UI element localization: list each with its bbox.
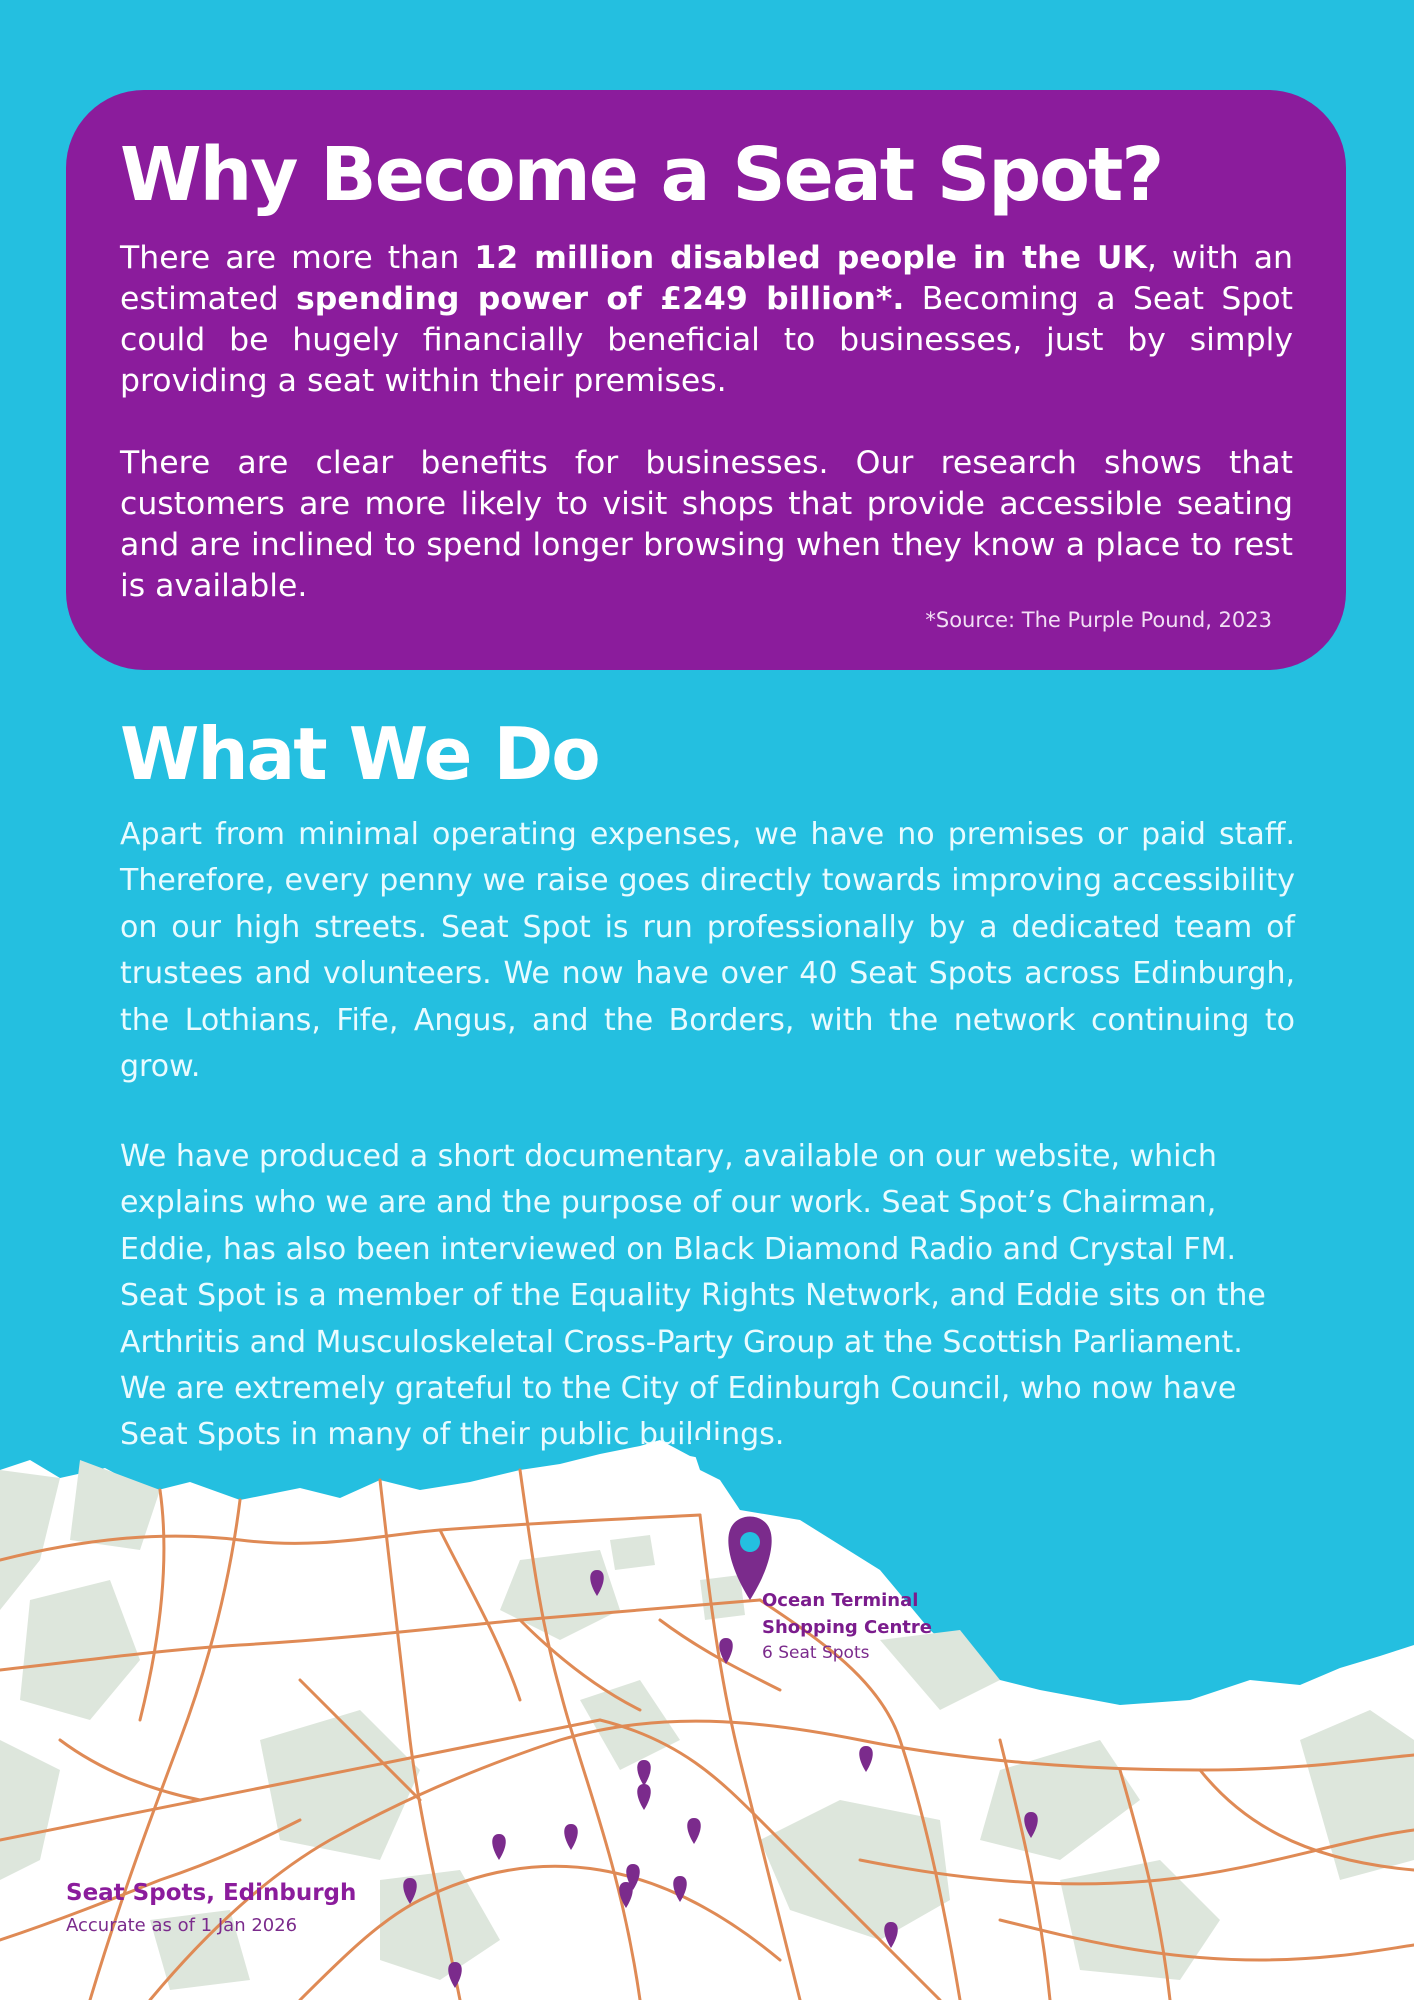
benefits-text-2: , with an estimated	[120, 240, 1293, 317]
benefits-card	[66, 90, 1346, 670]
ocean-terminal-count: 6 Seat Spots	[762, 1643, 870, 1663]
map-subtitle: Accurate as of 1 Jan 2026	[66, 1915, 298, 1936]
what-we-do-paragraph-2: We have produced a short documentary, available on our website, which explains who we are and the purpose of our work. Seat Spot’s Chairman, Eddie, has also been interviewed on Black Diamond Radio and Crystal FM. Seat Spot is a member of the Equality Rights Network, and Eddie sits on the Arthritis and Musculoskeletal Cross-Party Group at the Scottish Parliament. We are extremely grateful to the City of Edinburgh Council, who now have Seat Spots in many of their public buildings.	[120, 1139, 1266, 1453]
benefits-text-3: Becoming a Seat Spot could be hugely financially beneficial to businesses, just by simply providing a seat within their premises.	[120, 281, 1293, 399]
benefits-text-1: There are more than	[120, 240, 475, 276]
ocean-terminal-label	[762, 1587, 932, 1641]
ocean-terminal-label-line-1: Ocean Terminal	[762, 1590, 919, 1611]
benefits-stat-spending: spending power of £249 billion*.	[296, 281, 905, 317]
what-we-do-heading: What We Do	[120, 712, 599, 796]
benefits-heading: Why Become a Seat Spot?	[120, 132, 1163, 218]
what-we-do-paragraph-1: Apart from minimal operating expenses, we have no premises or paid staff. Therefore, every penny we raise goes directly towards improving accessibility on our high streets. Seat Spot is run professionally by a dedicated team of trustees and volunteers. We now have over 40 Seat Spots across Edinburgh, the Lothians, Fife, Angus, and the Borders, with the network continuing to grow.	[120, 817, 1295, 1085]
ocean-terminal-label-line-2: Shopping Centre	[762, 1617, 932, 1638]
benefits-stat-people: 12 million disabled people in the UK	[474, 240, 1147, 276]
map-title: Seat Spots, Edinburgh	[66, 1880, 357, 1906]
source-note: *Source: The Purple Pound, 2023	[925, 608, 1272, 632]
benefits-paragraph-1	[120, 238, 1293, 402]
benefits-paragraph-2: There are clear benefits for businesses. Our research shows that customers are more likely to visit shops that provide accessible seating and are inclined to spend longer browsing when they know a place to rest is available.	[120, 445, 1293, 604]
